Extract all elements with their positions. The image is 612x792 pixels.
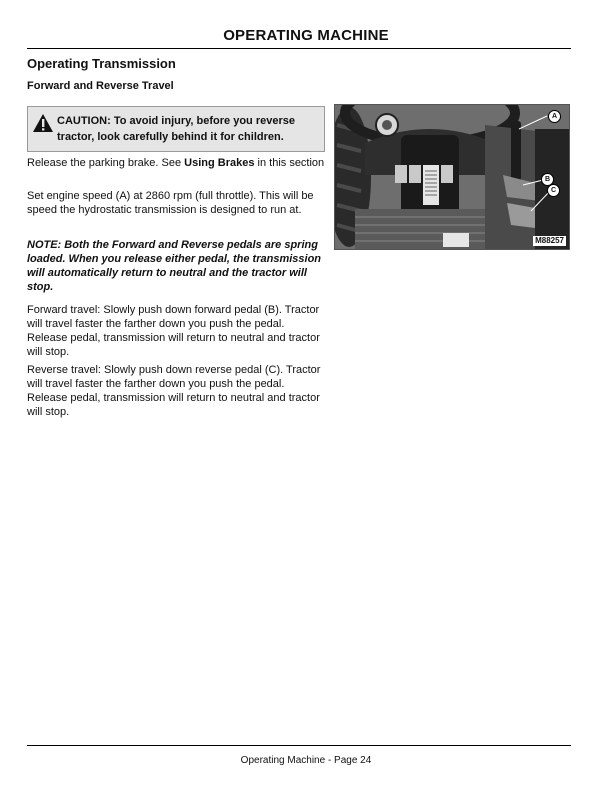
note-text: NOTE: Both the Forward and Reverse pedals are spring loaded. When you release either pedal, the transmission will automatically return to neutral and the tractor will stop. <box>27 239 322 293</box>
caution-line-2: tractor, look carefully behind it for children. <box>57 131 284 143</box>
note-pedals <box>27 238 327 294</box>
page-header-title: OPERATING MACHINE <box>223 27 389 44</box>
header-rule <box>27 48 571 49</box>
caution-line-1: CAUTION: To avoid injury, before you reverse <box>57 115 295 127</box>
paragraph-text: Reverse travel: Slowly push down reverse pedal (C). Tractor will travel faster the farther down you push the pedal. Release pedal, transmission will return to neutral and tractor will stop. <box>27 364 321 418</box>
section-subtitle: Forward and Reverse Travel <box>27 80 174 92</box>
callout-c: C <box>547 184 560 197</box>
callout-a: A <box>548 110 561 123</box>
warning-triangle-icon <box>32 113 54 133</box>
caution-box <box>27 106 325 152</box>
page-footer: Operating Machine - Page 24 <box>240 755 372 766</box>
tractor-controls-photo <box>334 104 570 250</box>
paragraph-parking-brake <box>27 156 327 170</box>
using-brakes-reference: Using Brakes <box>184 157 255 169</box>
paragraph-text: Release the parking brake. See <box>27 157 185 169</box>
tractor-photo-illustration <box>335 105 570 250</box>
footer-rule <box>27 745 571 746</box>
paragraph-text: Set engine speed (A) at 2860 rpm (full throttle). This will be speed the hydrostatic transmission is designed to run at. <box>27 190 314 216</box>
paragraph-reverse-travel <box>27 363 327 419</box>
paragraph-engine-speed <box>27 189 327 217</box>
callout-b: B <box>541 173 554 186</box>
paragraph-text: Forward travel: Slowly push down forward pedal (B). Tractor will travel faster the farther down you push the pedal. Release pedal, transmission will return to neutral and tractor will stop. <box>27 304 320 358</box>
paragraph-text-tail: in this section <box>254 157 325 169</box>
figure-id: M88257 <box>535 236 564 245</box>
paragraph-forward-travel <box>27 303 327 359</box>
section-title: Operating Transmission <box>27 56 176 71</box>
